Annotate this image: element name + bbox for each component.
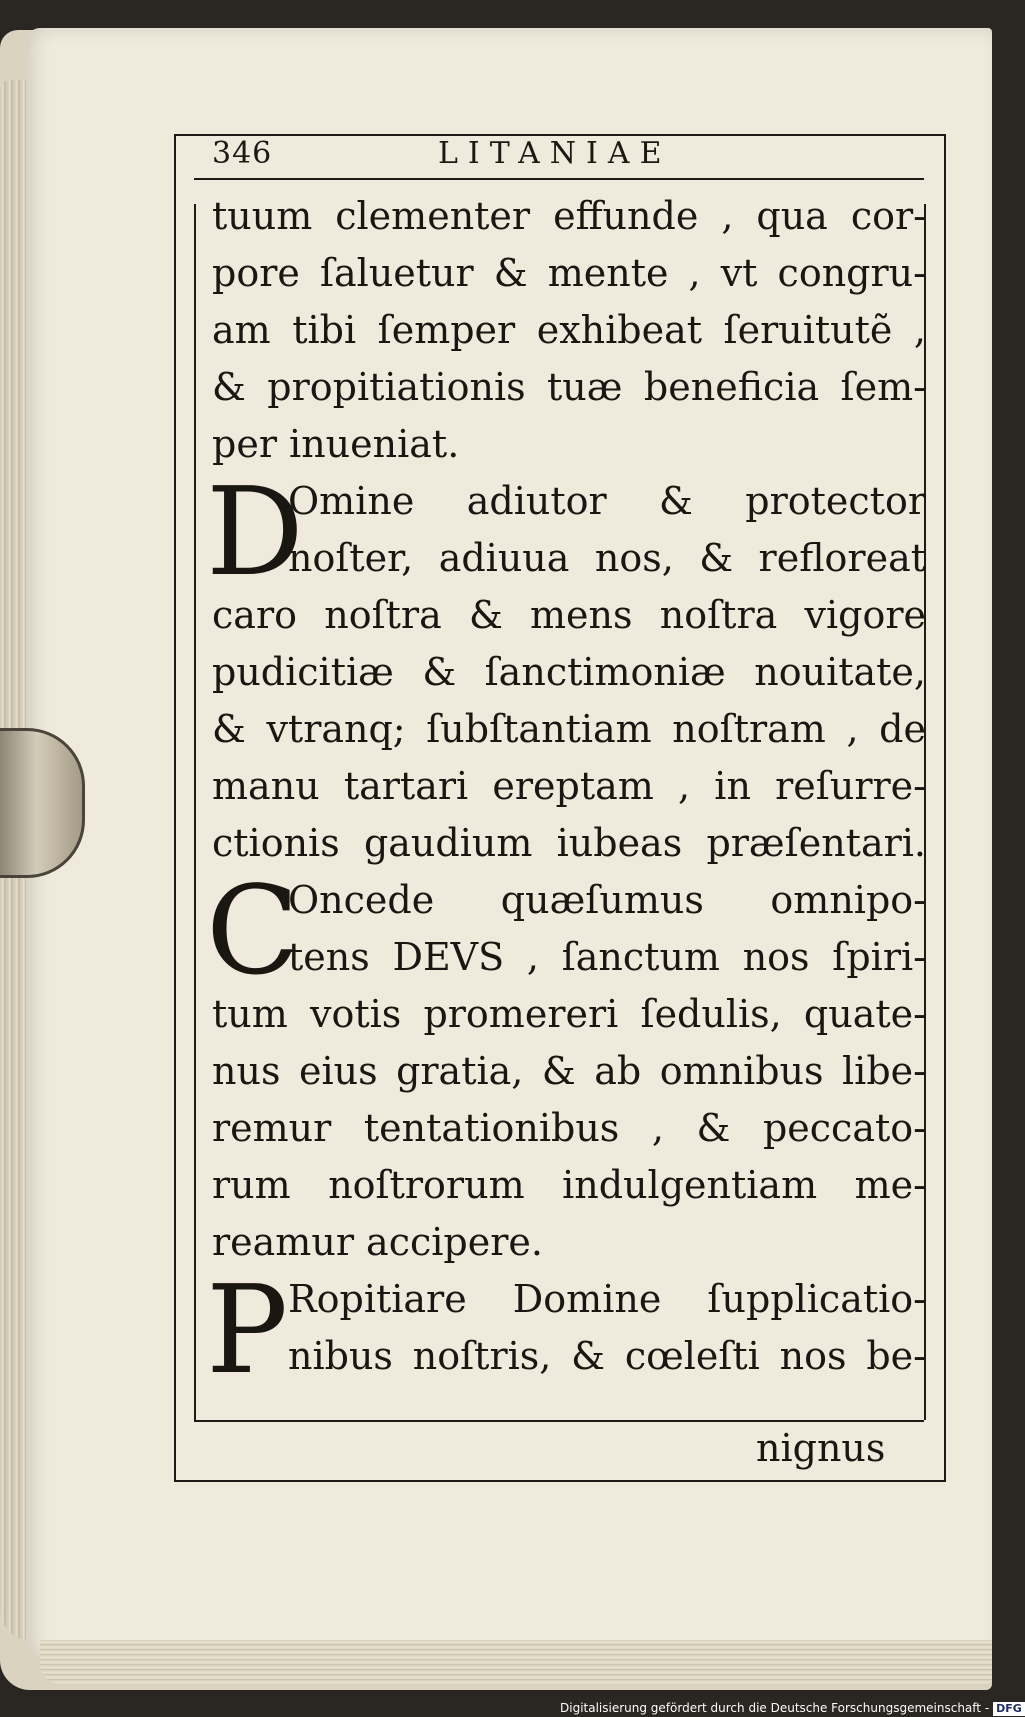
text-line: per inueniat. (212, 422, 460, 466)
dfg-logo: DFG (993, 1702, 1025, 1716)
text-line: pudicitiæ & ſanctimoniæ nouitate, (212, 650, 926, 694)
book-clasp (0, 728, 85, 878)
text-line: ctionis gaudium iubeas præſentari. (212, 821, 926, 865)
paragraph-2 (206, 461, 926, 872)
text-line: am tibi ſemper exhibeat ſeruitutẽ , (212, 308, 926, 352)
text-line: noſter, adiuua nos, & refloreat (288, 536, 926, 580)
text-line: & propitiationis tuæ beneficia ſem- (212, 365, 926, 409)
text-line: tum votis promereri ſedulis, quate- (212, 992, 926, 1036)
text-block (206, 188, 926, 1401)
text-line: Oncede quæſumus omnipo- (288, 878, 926, 922)
text-line: tens DEVS , ſanctum nos ſpiri- (288, 935, 926, 979)
text-line: nibus noſtris, & cœleſti nos be- (288, 1334, 926, 1378)
drop-cap: D (206, 461, 304, 603)
paragraph-1 (212, 188, 926, 473)
text-line: rum noſtrorum indulgentiam me- (212, 1163, 926, 1207)
text-line: manu tartari ereptam , in reſurre- (212, 764, 926, 808)
text-line: reamur accipere. (212, 1220, 543, 1264)
text-line: caro noſtra & mens noſtra vigore (212, 593, 926, 637)
page-number: 346 (212, 136, 273, 171)
running-head: LITANIAE (438, 136, 672, 171)
digitization-credit (560, 1700, 1025, 1717)
drop-cap: C (206, 860, 300, 1002)
page-bottom-edges (40, 1640, 992, 1684)
text-line: Omine adiutor & protector (288, 479, 926, 523)
header-rule (194, 178, 924, 180)
text-line: Ropitiare Domine ſupplicatio- (288, 1277, 926, 1321)
paragraph-3 (206, 860, 926, 1271)
text-line: pore ſaluetur & mente , vt congru- (212, 251, 926, 295)
drop-cap: P (206, 1259, 289, 1401)
catchword: nignus (756, 1426, 886, 1470)
text-line: tuum clementer effunde , qua cor- (212, 194, 926, 238)
text-line: remur tentationibus , & peccato- (212, 1106, 926, 1150)
paragraph-4 (206, 1259, 926, 1401)
text-line: nus eius gratia, & ab omnibus libe- (212, 1049, 926, 1093)
text-line: & vtranq; ſubſtantiam noſtram , de (212, 707, 926, 751)
credit-text: Digitalisierung gefördert durch die Deutsche Forschungsgemeinschaft - (560, 1701, 990, 1715)
